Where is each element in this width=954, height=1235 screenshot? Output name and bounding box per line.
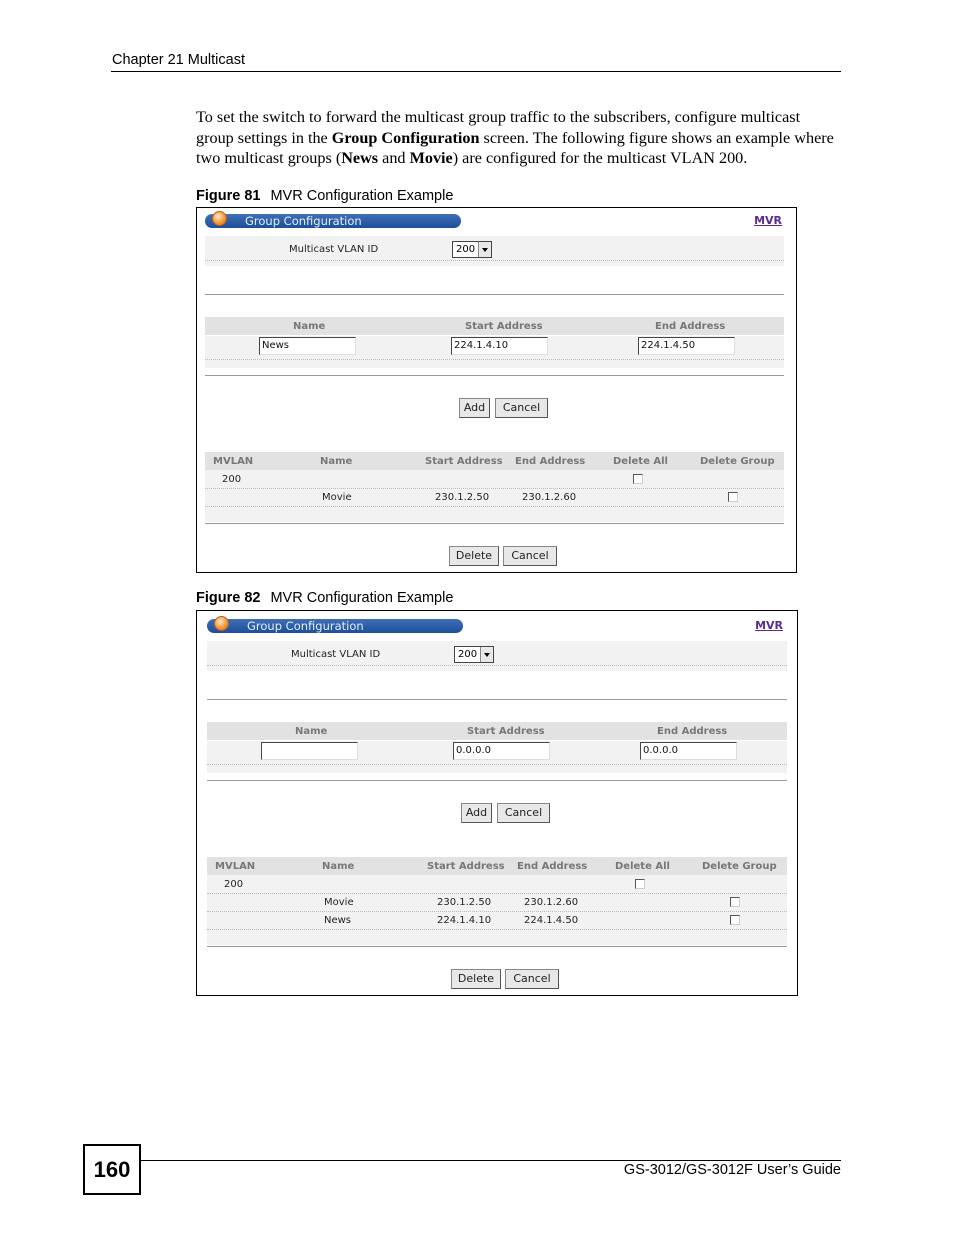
delete-button[interactable]: Delete bbox=[449, 546, 499, 566]
group-configuration-title: Group Configuration bbox=[207, 619, 463, 633]
row-name: News bbox=[324, 915, 352, 926]
row-dotted-line bbox=[207, 893, 787, 894]
row-end: 230.1.2.60 bbox=[522, 492, 577, 503]
col-end-header: End Address bbox=[657, 726, 728, 737]
band-dotted-line bbox=[205, 359, 784, 360]
figure-81-caption bbox=[196, 188, 453, 204]
name-input[interactable]: News bbox=[259, 337, 356, 355]
th-name: Name bbox=[322, 861, 355, 872]
th-mvlan: MVLAN bbox=[213, 456, 254, 467]
end-address-input[interactable]: 0.0.0.0 bbox=[640, 742, 737, 760]
figure-82-title: MVR Configuration Example bbox=[270, 590, 454, 606]
delete-all-checkbox[interactable] bbox=[633, 474, 643, 484]
mvlan-value: 200 bbox=[222, 474, 242, 485]
col-end-header: End Address bbox=[655, 321, 726, 332]
col-start-header: Start Address bbox=[465, 321, 543, 332]
mvlan-value: 200 bbox=[224, 879, 244, 890]
band-dotted-line bbox=[207, 665, 787, 666]
row-dotted-line bbox=[205, 488, 784, 489]
delete-button[interactable]: Delete bbox=[451, 969, 501, 989]
orb-icon bbox=[214, 616, 229, 631]
row-end: 230.1.2.60 bbox=[524, 897, 579, 908]
th-delete-group: Delete Group bbox=[702, 861, 777, 872]
figure-81-screen bbox=[196, 207, 797, 573]
cancel-button[interactable]: Cancel bbox=[505, 969, 559, 989]
section-rule bbox=[205, 294, 784, 295]
footer-rule bbox=[141, 1160, 841, 1161]
intro-text-1: To set the switch to forward the multicast group traffic to the subscribers, configure multicast group settings in the bbox=[196, 108, 801, 147]
intro-text-3: and bbox=[378, 149, 410, 168]
vlan-select-value: 200 bbox=[456, 244, 476, 255]
section-rule bbox=[207, 946, 787, 947]
vlan-select-value: 200 bbox=[458, 649, 478, 660]
table-body-band bbox=[207, 875, 787, 945]
intro-bold-group-configuration: Group Configuration bbox=[331, 128, 480, 147]
figure-82-label: Figure 82 bbox=[196, 590, 261, 606]
row-dotted-line bbox=[205, 506, 784, 507]
th-name: Name bbox=[320, 456, 353, 467]
start-address-input[interactable]: 0.0.0.0 bbox=[453, 742, 550, 760]
row-name: Movie bbox=[322, 492, 352, 503]
chapter-header: Chapter 21 Multicast bbox=[112, 52, 245, 68]
intro-bold-movie: Movie bbox=[409, 149, 453, 168]
intro-bold-news: News bbox=[341, 149, 379, 168]
intro-paragraph bbox=[196, 107, 841, 169]
row-start: 230.1.2.50 bbox=[435, 492, 490, 503]
delete-group-checkbox[interactable] bbox=[730, 915, 740, 925]
multicast-vlan-id-label: Multicast VLAN ID bbox=[291, 649, 381, 660]
row-start: 224.1.4.10 bbox=[437, 915, 492, 926]
col-name-header: Name bbox=[295, 726, 328, 737]
footer-guide-title: GS-3012/GS-3012F User’s Guide bbox=[623, 1162, 841, 1178]
delete-group-checkbox[interactable] bbox=[728, 492, 738, 502]
band-dotted-line bbox=[207, 764, 787, 765]
section-rule bbox=[207, 699, 787, 700]
section-rule bbox=[205, 375, 784, 376]
chevron-down-icon[interactable] bbox=[478, 242, 491, 257]
multicast-vlan-id-select[interactable] bbox=[454, 646, 494, 663]
figure-81-title: MVR Configuration Example bbox=[270, 188, 454, 204]
col-name-header: Name bbox=[293, 321, 326, 332]
th-mvlan: MVLAN bbox=[215, 861, 256, 872]
delete-group-checkbox[interactable] bbox=[730, 897, 740, 907]
section-rule bbox=[207, 780, 787, 781]
th-start: Start Address bbox=[427, 861, 505, 872]
th-delete-group: Delete Group bbox=[700, 456, 775, 467]
row-start: 230.1.2.50 bbox=[437, 897, 492, 908]
end-address-input[interactable]: 224.1.4.50 bbox=[638, 337, 735, 355]
page-number: 160 bbox=[83, 1144, 141, 1195]
cancel-button[interactable]: Cancel bbox=[503, 546, 557, 566]
orb-icon bbox=[212, 211, 227, 226]
multicast-vlan-id-select[interactable] bbox=[452, 241, 492, 258]
th-delete-all: Delete All bbox=[615, 861, 670, 872]
th-delete-all: Delete All bbox=[613, 456, 668, 467]
th-end: End Address bbox=[515, 456, 586, 467]
add-button[interactable]: Add bbox=[459, 398, 490, 418]
name-input[interactable] bbox=[261, 742, 358, 760]
delete-all-checkbox[interactable] bbox=[635, 879, 645, 889]
row-end: 224.1.4.50 bbox=[524, 915, 579, 926]
intro-text-4: ) are configured for the multicast VLAN 200. bbox=[452, 149, 748, 168]
row-dotted-line bbox=[207, 911, 787, 912]
group-configuration-title: Group Configuration bbox=[205, 214, 461, 228]
figure-82-caption bbox=[196, 590, 453, 606]
th-start: Start Address bbox=[425, 456, 503, 467]
section-rule bbox=[205, 523, 784, 524]
add-button[interactable]: Add bbox=[461, 803, 492, 823]
th-end: End Address bbox=[517, 861, 588, 872]
header-rule bbox=[111, 71, 841, 72]
row-name: Movie bbox=[324, 897, 354, 908]
cancel-button[interactable]: Cancel bbox=[495, 398, 548, 418]
figure-81-label: Figure 81 bbox=[196, 188, 261, 204]
mvr-link[interactable]: MVR bbox=[754, 214, 782, 227]
start-address-input[interactable]: 224.1.4.10 bbox=[451, 337, 548, 355]
multicast-vlan-id-label: Multicast VLAN ID bbox=[289, 244, 379, 255]
chevron-down-icon[interactable] bbox=[480, 647, 493, 662]
intro-text-2: screen. The following figure shows an example where two multicast groups ( bbox=[196, 128, 834, 168]
mvr-link[interactable]: MVR bbox=[755, 619, 783, 632]
col-start-header: Start Address bbox=[467, 726, 545, 737]
cancel-button[interactable]: Cancel bbox=[497, 803, 550, 823]
figure-82-screen bbox=[196, 610, 798, 996]
row-dotted-line bbox=[207, 929, 787, 930]
band-dotted-line bbox=[205, 260, 784, 261]
table-body-band bbox=[205, 470, 784, 522]
